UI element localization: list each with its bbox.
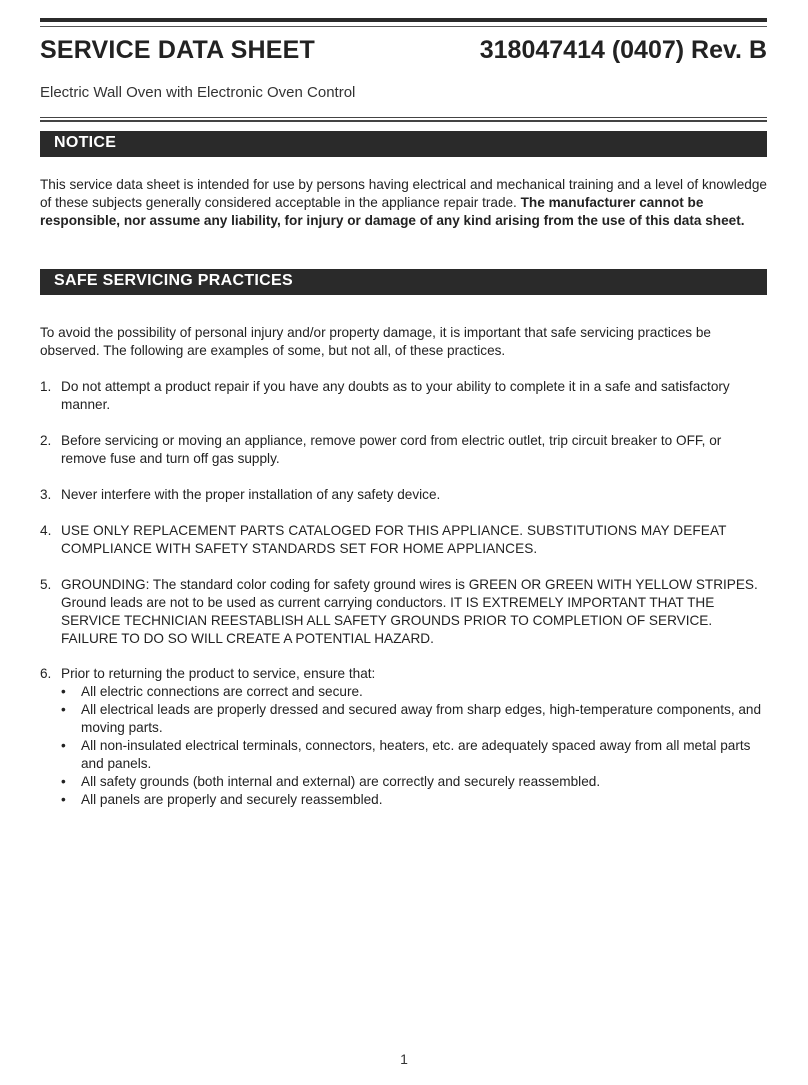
document-subtitle: Electric Wall Oven with Electronic Oven Control xyxy=(40,84,356,101)
header-thick-rule xyxy=(40,18,767,22)
checklist-bullets xyxy=(61,683,767,809)
notice-bold-text: The manufacturer cannot be responsible, nor assume any liability, for injury or damage of any kind arising from the use of this data sheet. xyxy=(40,195,745,228)
bullet-text: All electrical leads are properly dressed and secured away from sharp edges, high-temperature components, and moving parts. xyxy=(81,702,762,735)
safe-servicing-heading: SAFE SERVICING PRACTICES xyxy=(54,272,293,289)
list-item-number: 4. xyxy=(40,523,52,538)
bullet-item xyxy=(61,791,767,809)
list-item-number: 6. xyxy=(40,666,52,681)
list-item xyxy=(40,378,767,414)
safe-servicing-heading-bar xyxy=(40,269,767,295)
bullet-item xyxy=(61,737,767,773)
bullet-dot-icon: • xyxy=(61,702,66,717)
bullet-dot-icon: • xyxy=(61,792,66,807)
safe-servicing-intro: To avoid the possibility of personal injury and/or property damage, it is important that safe servicing practices be observed. The following are examples of some, but not all, of these practices. xyxy=(40,325,711,358)
list-item xyxy=(40,486,767,504)
bullet-text: All panels are properly and securely reassembled. xyxy=(81,792,383,807)
list-item-text: GROUNDING: The standard color coding for safety ground wires is GREEN OR GREEN WITH YELLOW STRIPES. Ground leads are not to be used as current carrying conductors. IT IS EXTREMELY IMPORTANT THAT THE SERVICE TECHNICIAN REESTABLISH ALL SAFETY GROUNDS PRIOR TO COMPLETION OF SERVICE. FAILURE TO DO SO WILL CREATE A POTENTIAL HAZARD. xyxy=(61,577,758,646)
list-item-number: 1. xyxy=(40,379,52,394)
notice-text: This service data sheet is intended for use by persons having electrical and mechanical training and a level of knowledge of these subjects generally considered acceptable in the appliance repair trade. xyxy=(40,177,767,210)
notice-heading-bar xyxy=(40,131,767,157)
title-row xyxy=(40,36,767,76)
subtitle-rule-thick xyxy=(40,120,767,122)
document-title: SERVICE DATA SHEET xyxy=(40,36,315,64)
notice-paragraph xyxy=(40,176,767,230)
bullet-item xyxy=(61,683,767,701)
document-number: 318047414 (0407) Rev. B xyxy=(479,36,767,64)
list-item-text: Before servicing or moving an appliance, remove power cord from electric outlet, trip circuit breaker to OFF, or remove fuse and turn off gas supply. xyxy=(61,433,722,466)
list-item xyxy=(40,432,767,468)
bullet-dot-icon: • xyxy=(61,684,66,699)
bullet-text: All non-insulated electrical terminals, connectors, heaters, etc. are adequately spaced away from all metal parts and panels. xyxy=(81,738,751,771)
bullet-text: All safety grounds (both internal and external) are correctly and securely reassembled. xyxy=(81,774,601,789)
notice-heading: NOTICE xyxy=(54,134,117,151)
list-item xyxy=(40,576,767,648)
list-item-text: Never interfere with the proper installation of any safety device. xyxy=(61,487,441,502)
list-item-text: USE ONLY REPLACEMENT PARTS CATALOGED FOR THIS APPLIANCE. SUBSTITUTIONS MAY DEFEAT COMPLIANCE WITH SAFETY STANDARDS SET FOR HOME APPLIANCES. xyxy=(61,523,727,556)
list-item-text: Do not attempt a product repair if you have any doubts as to your ability to complete it in a safe and satisfactory manner. xyxy=(61,379,730,412)
list-item xyxy=(40,665,767,683)
page-number: 1 xyxy=(400,1051,408,1067)
bullet-dot-icon: • xyxy=(61,738,66,753)
list-item-number: 2. xyxy=(40,433,52,448)
subtitle-rule-thin xyxy=(40,117,767,118)
list-item-text: Prior to returning the product to service, ensure that: xyxy=(61,666,376,681)
bullet-dot-icon: • xyxy=(61,774,66,789)
bullet-text: All electric connections are correct and secure. xyxy=(81,684,363,699)
list-item xyxy=(40,522,767,558)
bullet-item xyxy=(61,701,767,737)
list-item-number: 3. xyxy=(40,487,52,502)
header-thin-rule xyxy=(40,26,767,27)
list-item-number: 5. xyxy=(40,577,52,592)
bullet-item xyxy=(61,773,767,791)
